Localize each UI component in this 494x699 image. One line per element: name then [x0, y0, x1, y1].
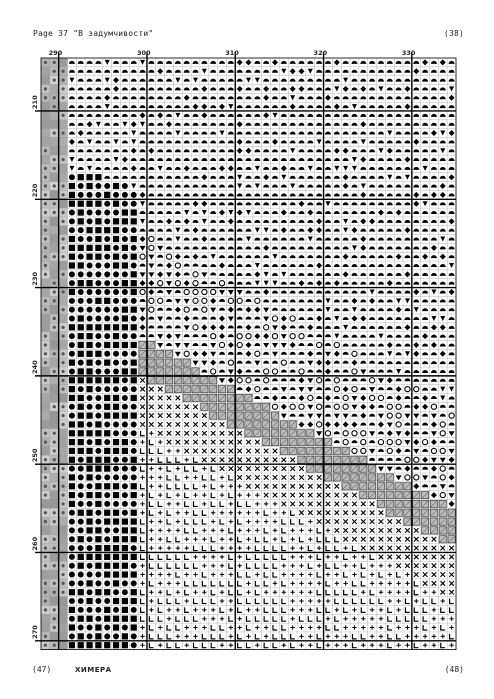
- footer-page-number-left: (47): [32, 665, 52, 674]
- row-label: 230: [31, 272, 39, 286]
- column-label: 320: [313, 49, 328, 57]
- row-label: 250: [31, 448, 39, 463]
- row-label: 240: [31, 360, 39, 374]
- footer-page-number-right: (48): [444, 665, 464, 674]
- column-label: 290: [48, 49, 63, 57]
- column-label: 330: [401, 49, 416, 57]
- page-header-title: Page 37 "В задумчивости": [33, 29, 154, 38]
- row-label: 270: [31, 625, 39, 639]
- page-number-right: (38): [443, 29, 464, 38]
- row-label: 220: [31, 183, 39, 198]
- column-label: 300: [136, 49, 151, 57]
- footer-title: ХИМЕРА: [75, 666, 112, 674]
- row-label: 260: [31, 536, 39, 551]
- row-label: 210: [31, 95, 39, 109]
- column-label: 310: [225, 49, 239, 57]
